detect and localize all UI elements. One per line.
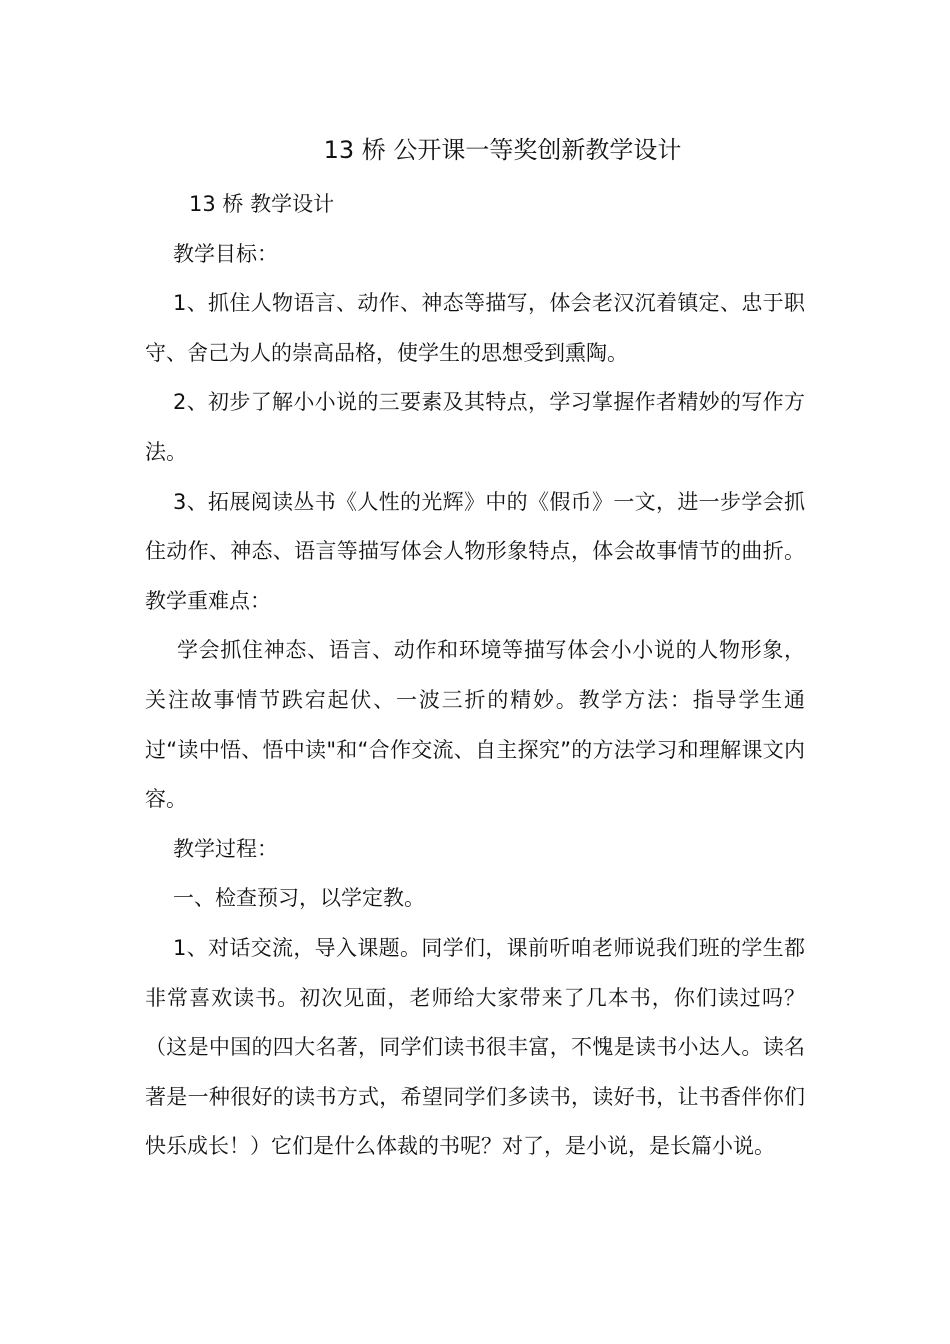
step-1-1-paragraph: 1、对话交流，导入课题。同学们，课前听咱老师说我们班的学生都非常喜欢读书。初次见面，老师给大家带来了几本书，你们读过吗？（这是中国的四大名著，同学们读书很丰富，不愧是读书小达人。读名著是一种很好的读书方式，希望同学们多读书，读好书，让书香伴你们快乐成长！）它们是什么体裁的书呢？对了，是小说，是长篇小说。 — [145, 935, 805, 1159]
process-heading: 教学过程： — [173, 836, 278, 861]
objectives-heading: 教学目标： — [173, 241, 278, 266]
subtitle-paragraph: 13 桥 教学设计 — [189, 192, 335, 216]
key-points-paragraph: 学会抓住神态、语言、动作和环境等描写体会小小说的人物形象，关注故事情节跌宕起伏、一波三折的精妙。教学方法：指导学生通过“读中悟、悟中读"和“合作交流、自主探究”的方法学习和理解课文内容。 — [145, 638, 805, 812]
objective-3-paragraph: 3、拓展阅读丛书《人性的光辉》中的《假币》一文，进一步学会抓住动作、神态、语言等描写体会人物形象特点，体会故事情节的曲折。教学重难点： — [145, 489, 805, 613]
objective-2-paragraph: 2、初步了解小小说的三要素及其特点，学习掌握作者精妙的写作方法。 — [145, 390, 805, 464]
step-1-heading: 一、检查预习，以学定教。 — [173, 886, 425, 911]
document-body — [145, 180, 805, 1172]
objective-1-paragraph: 1、抓住人物语言、动作、神态等描写，体会老汉沉着镇定、忠于职守、舍己为人的崇高品格，使学生的思想受到熏陶。 — [145, 291, 805, 365]
document-title: 13 桥 公开课一等奖创新教学设计 — [323, 136, 682, 164]
